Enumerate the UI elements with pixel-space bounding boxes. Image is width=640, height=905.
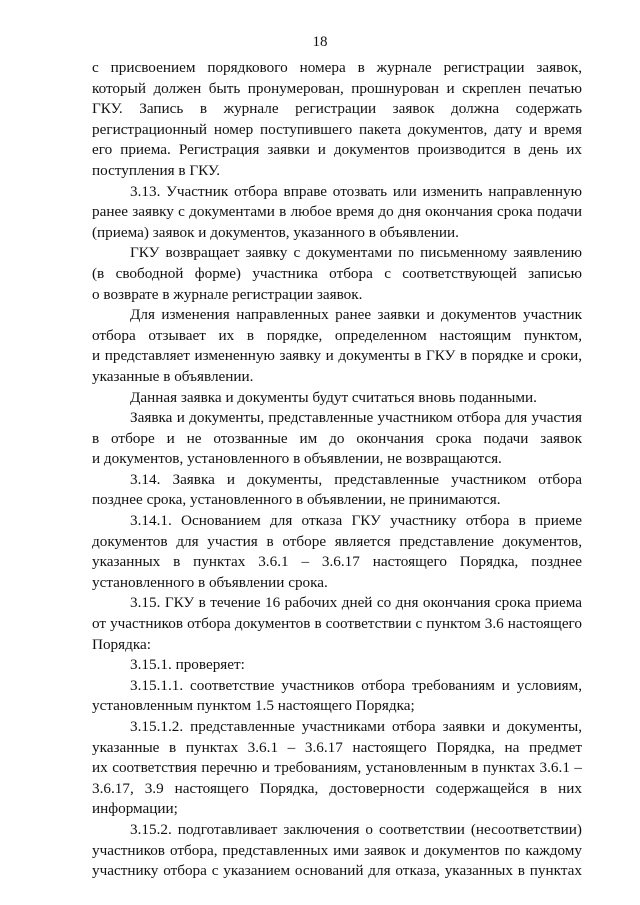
text-line: установленным пунктом 1.5 настоящего Порядка; [92,697,415,715]
text-line: который должен быть пронумерован, прошнурован и скреплен печатью [92,79,582,97]
text-line: о возврате в журнале регистрации заявок. [92,285,363,303]
text-line: указанных в пунктах 3.6.1 – 3.6.17 настоящего Порядка, позднее [92,553,582,571]
text-line: 3.14.1. Основанием для отказа ГКУ участнику отбора в приеме [130,512,582,530]
text-line: ранее заявку с документами в любое время до дня окончания срока подачи [92,203,582,221]
text-line: 3.15.1.2. представленные участниками отбора заявки и документы, [130,718,582,735]
text-line: 3.6.17, 3.9 настоящего Порядка, достоверности содержащейся в них [92,779,582,797]
text-line: установленного в объявлении срока. [92,573,328,591]
text-line: поступления в ГКУ. [92,161,221,179]
text-line: (в свободной форме) участника отбора с соответствующей записью [92,264,582,282]
text-line: Порядка: [92,635,151,653]
text-line: участнику отбора с указанием оснований для отказа, указанных в пунктах [92,862,582,880]
text-line: 3.15.1. проверяет: [130,656,245,674]
text-line: Заявка и документы, представленные участником отбора для участия [130,409,582,427]
text-line: 3.13. Участник отбора вправе отозвать или изменить направленную [130,182,582,200]
document-body [92,58,582,882]
text-line: позднее срока, установленного в объявлении, не принимаются. [92,491,501,509]
text-line: регистрационный номер поступившего пакета документов, дату и время [92,120,582,138]
text-line: с присвоением порядкового номера в журнале регистрации заявок, [92,59,582,76]
text-line: и документов, установленного в объявлении, не возвращаются. [92,450,502,468]
text-line: документов для участия в отборе является представление документов, [92,532,582,550]
text-line: (приема) заявок и документов, указанного в объявлении. [92,223,459,241]
text-line: 3.15. ГКУ в течение 16 рабочих дней со дня окончания срока приема [130,594,582,612]
text-line: ГКУ. Запись в журнале регистрации заявок должна содержать [92,100,582,118]
text-line: Для изменения направленных ранее заявки и документов участник [130,306,582,324]
text-line: участников отбора, представленных ими заявок и документов по каждому [92,841,582,859]
text-line: в отборе и не отозванные им до окончания срока подачи заявок [92,429,582,447]
text-line: их соответствия перечню и требованиям, установленным в пунктах 3.6.1 – [92,759,582,777]
text-line: указанные в объявлении. [92,367,254,385]
text-line: и представляет измененную заявку и документы в ГКУ в порядке и сроки, [92,347,582,365]
text-line: информации; [92,800,178,818]
text-line: его приема. Регистрация заявки и документов производится в день их [92,141,582,159]
text-line: 3.14. Заявка и документы, представленные участником отбора [130,470,582,488]
text-line: 3.15.2. подготавливает заключения о соответствии (несоответствии) [130,820,582,838]
text-line: 3.15.1.1. соответствие участников отбора требованиям и условиям, [130,676,582,694]
text-line: Данная заявка и документы будут считаться вновь поданными. [130,388,537,406]
text-line: отбора отзывает их в порядке, определенном настоящим пунктом, [92,326,582,344]
text-line: от участников отбора документов в соответствии с пунктом 3.6 настоящего [92,615,582,633]
page-number: 18 [312,34,328,50]
text-line: указанные в пунктах 3.6.1 – 3.6.17 настоящего Порядка, на предмет [92,738,582,756]
text-line: ГКУ возвращает заявку с документами по письменному заявлению [130,244,582,262]
